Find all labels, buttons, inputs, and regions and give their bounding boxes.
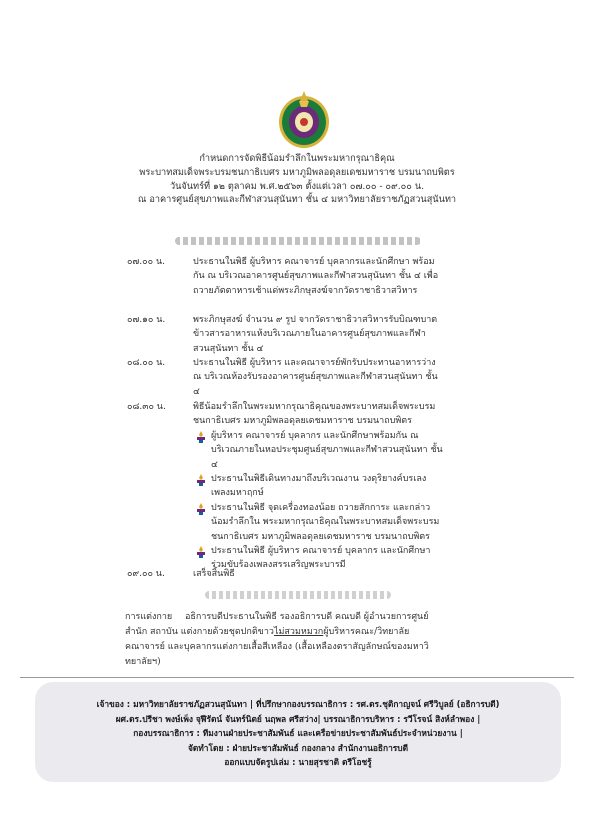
dress-code-text: อธิการบดีประธานในพิธี รองอธิการบดี คณบดี ผู้อำนวยการศูนย์ สำนัก สถาบัน แต่งกายด้วยชุดปกติขาว [125, 612, 429, 637]
header-line-1: กำหนดการจัดพิธีน้อมรำลึกในพระมหากรุณาธิคุณ [199, 153, 395, 164]
schedule-desc: เสร็จสิ้นพิธี [193, 569, 235, 579]
university-logo [277, 89, 331, 149]
schedule-time: ๐๗.๐๐ น. [127, 257, 165, 267]
header-line-2: พระบาทสมเด็จพระบรมชนกาธิเบศร มหาภูมิพลอดุลยเดชมหาราช บรมนาถบพิตร [139, 166, 455, 178]
ceremony-header [0, 152, 594, 207]
sub-item-text: ประธานในพิธี ผู้บริหาร คณาจารย์ บุคลากร และนักศึกษาร่วมขับร้องเพลงสรรเสริญพระบารมี [211, 546, 431, 571]
footer-line-3: กองบรรณาธิการ : ทีมงานฝ่ายประชาสัมพันธ์ และเครือข่ายประชาสัมพันธ์ประจำหน่วยงาน | [133, 728, 463, 739]
sub-item-text: ประธานในพิธี จุดเครื่องทองน้อย ถวายสักการะ และกล่าวน้อมรำลึกใน พระมหากรุณาธิคุณในพระบาทสมเด็จพระบรมชนกาธิเบศร มหาภูมิพลอดุลยเดชมหาราช บรมนาถบพิตร [211, 502, 440, 542]
schedule-time: ๐๗.๑๐ น. [127, 315, 166, 325]
publication-footer [35, 682, 561, 782]
candle-bullet-icon [195, 546, 207, 558]
sub-item [193, 501, 445, 544]
candle-bullet-icon [195, 474, 207, 486]
schedule-desc-main: พิธีน้อมรำลึกในพระมหากรุณาธิคุณของพระบาทสมเด็จพระบรมชนกาธิเบศร มหาภูมิพลอดุลยเดชมหาราช บรมนาถบพิตร [193, 402, 436, 427]
sub-item [193, 429, 445, 472]
schedule-desc: ประธานในพิธี ผู้บริหาร และคณาจารย์พักรับประทานอาหารว่าง ณ บริเวณห้องรับรองอาคารศูนย์สุขภาพและกีฬาสวนสุนันทา ชั้น ๔ [193, 358, 438, 397]
schedule-time: ๐๙.๐๐ น. [127, 569, 165, 579]
footer-line-2: ผศ.ดร.ปรีชา พงษ์เพ็ง จุฬีรัตน์ จันทร์นิตย์ นฤพล ศรีสว่าง| บรรณาธิการบริหาร : รวีโรจน์ สิงห์ลำพอง | [115, 713, 481, 724]
footer-line-1: เจ้าของ : มหาวิทยาลัยราชภัฏสวนสุนันทา | ที่ปรึกษากองบรรณาธิการ : รศ.ดร.ชุติกาญจน์ ศรีวิบูลย์ (อธิการบดี) [96, 699, 500, 709]
dress-code [125, 610, 445, 670]
ornament-divider [175, 237, 421, 245]
ornament-divider [205, 591, 391, 599]
footer-line-4: จัดทำโดย : ฝ่ายประชาสัมพันธ์ กองกลาง สำนักงานอธิการบดี [187, 742, 409, 753]
dress-code-text-after: ผู้บริหารคณะ/วิทยาลัย คณาจารย์ และบุคลากรแต่งกายเสื้อสีเหลือง (เสื้อเหลืองตราสัญลักษณ์ของมหาวิทยาลัยฯ) [125, 627, 429, 667]
footer-divider [20, 677, 574, 678]
header-line-3: วันจันทร์ที่ ๑๒ ตุลาคม พ.ศ.๒๕๖๓ ตั้งแต่เวลา ๐๗.๐๐ - ๐๙.๐๐ น. [169, 180, 425, 192]
dress-code-label: การแต่งกาย [125, 612, 173, 622]
footer-line-5: ออกแบบจัดรูปเล่ม : นายสุรชาติ ตรีโอชรู้ [224, 757, 372, 768]
schedule-time: ๐๘.๐๐ น. [127, 358, 166, 368]
schedule-desc: พระภิกษุสงฆ์ จำนวน ๙ รูป จากวัดราชาธิวาสวิหารรับบิณฑบาตข้าวสารอาหารแห้งบริเวณภายในอาคารศูนย์สุขภาพและกีฬาสวนสุนันทา ชั้น ๔ [193, 315, 438, 354]
dress-code-underlined: ไม่สวมหมวก [273, 627, 324, 637]
header-line-4: ณ อาคารศูนย์สุขภาพและกีฬาสวนสุนันทา ชั้น ๔ มหาวิทยาลัยราชภัฏสวนสุนันทา [137, 194, 457, 206]
candle-bullet-icon [195, 431, 207, 443]
sub-item-text: ผู้บริหาร คณาจารย์ บุคลากร และนักศึกษาพร้อมกัน ณ บริเวณภายในหอประชุมศูนย์สุขภาพและกีฬาสวนสุนันทา ชั้น ๔ [211, 430, 443, 470]
candle-bullet-icon [195, 503, 207, 515]
sub-item [193, 472, 445, 501]
schedule-desc: ประธานในพิธี ผู้บริหาร คณาจารย์ บุคลากรและนักศึกษา พร้อมกัน ณ บริเวณอาคารศูนย์สุขภาพและกีฬาสวนสุนันทา ชั้น ๔ เพื่อถวายภัตตาหารเช้าแด่พระภิกษุสงฆ์จากวัดราชาธิวาสวิหาร [193, 257, 439, 296]
sub-item-text: ประธานในพิธีเดินทางมาถึงบริเวณงาน วงดุริยางค์บรเลงเพลงมหาฤกษ์ [211, 474, 427, 499]
schedule-time: ๐๘.๓๐ น. [127, 402, 166, 412]
schedule-desc [193, 400, 445, 573]
